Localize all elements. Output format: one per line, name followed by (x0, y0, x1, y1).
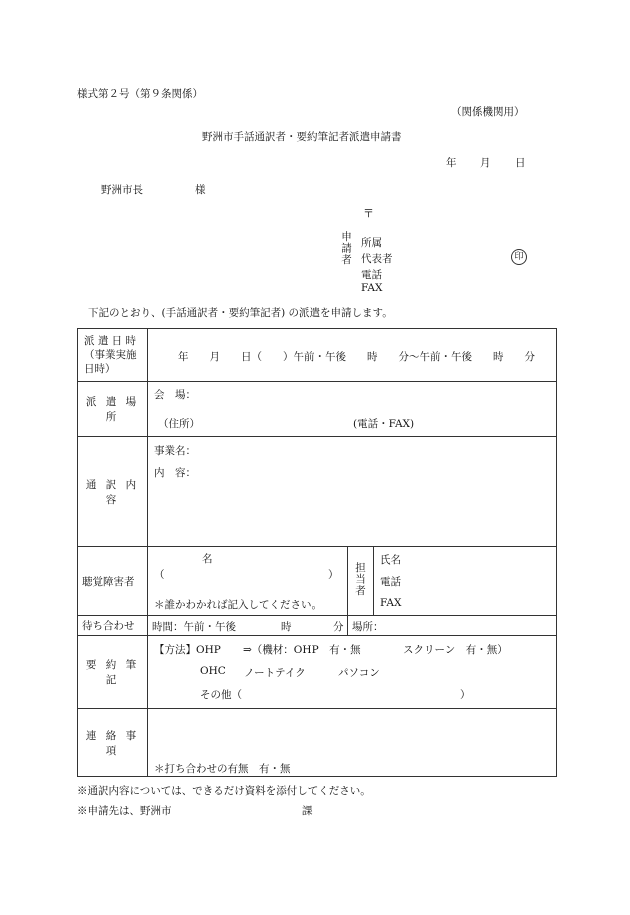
postal-mark: 〒 (363, 207, 374, 220)
method-ohp: 【方法】OHP (154, 644, 221, 656)
footnote-materials: ※通訳内容については、できるだけ資料を添付してください。 (77, 785, 371, 797)
hearing-impaired-label: 聴覚障害者 (78, 547, 148, 616)
meeting-time: 時間：午前・午後 (152, 621, 236, 633)
label-line: 日時） (84, 363, 116, 375)
meeting-minute: 分 (333, 621, 344, 633)
hearing-note: ＊誰かわかれば記入してください。 (154, 599, 322, 611)
applicant-field-affiliation[interactable]: 所属 (361, 237, 382, 249)
interpret-content-field[interactable] (148, 437, 557, 547)
date-month[interactable]: 月 (480, 157, 491, 169)
method-ohc: OHC (200, 665, 226, 677)
row-dispatch-place (78, 382, 557, 437)
equipment-screen: スクリーン 有・無） (403, 644, 508, 656)
dispatch-datetime-value: 年 月 日（ ）午前・午後 時 分〜午前・午後 時 分 (178, 351, 535, 363)
addressee: 野洲市長 (101, 184, 143, 196)
hearing-impaired-field[interactable] (148, 547, 348, 616)
usage-label: （関係機関用） (451, 106, 525, 118)
row-interpret-content (78, 437, 557, 547)
contact-matters-field[interactable] (148, 709, 557, 777)
count-suffix: 名 (202, 553, 213, 565)
contact-name: 氏名 (380, 554, 401, 566)
applicant-field-phone[interactable]: 電話 (361, 269, 382, 281)
phone-fax-label: (電話・FAX) (353, 418, 415, 430)
venue-label: 会 場： (154, 389, 196, 401)
seal-icon: 印 (511, 249, 527, 265)
date-year[interactable]: 年 (446, 157, 457, 169)
contact-person-label (348, 547, 374, 616)
contact-phone: 電話 (380, 576, 401, 588)
dispatch-place-label: 派 遣 場 所 (78, 382, 148, 437)
form-number: 様式第２号（第９条関係） (77, 88, 203, 100)
footnote-destination-suffix: 課 (302, 805, 313, 817)
method-notetake: ノートテイク (244, 667, 306, 679)
equipment-ohp: ⇒（機材：OHP 有・無 (243, 644, 361, 656)
event-name-label: 事業名： (154, 445, 196, 457)
dispatch-datetime-field[interactable] (148, 329, 557, 382)
method-other: その他（ (200, 689, 242, 701)
contact-label-text: 担当者 (354, 562, 366, 597)
contact-fax: FAX (380, 597, 402, 609)
row-summary-writing (78, 636, 557, 709)
contact-matters-label: 連 絡 事 項 (78, 709, 148, 777)
row-meeting (78, 616, 557, 636)
addressee-suffix: 様 (195, 184, 206, 196)
page-title: 野洲市手話通訳者・要約筆記者派遣申請書 (202, 131, 402, 143)
applicant-field-representative[interactable]: 代表者 (361, 253, 393, 265)
intro-text: 下記のとおり、(手話通訳者・要約筆記者) の派遣を申請します。 (88, 307, 393, 319)
footnote-destination: ※申請先は、野洲市 (77, 805, 172, 817)
meeting-place-field[interactable] (348, 616, 557, 636)
method-pc: パソコン (338, 667, 380, 679)
applicant-label: 申請者 (340, 231, 352, 266)
address-label: （住所） (158, 418, 200, 430)
label-line: 派 遣 日 時 (84, 335, 137, 347)
paren-close: ） (328, 569, 339, 581)
date-day[interactable]: 日 (515, 157, 526, 169)
summary-writing-label: 要 約 筆 記 (78, 636, 148, 709)
applicant-field-fax[interactable]: FAX (361, 282, 383, 294)
meeting-place: 場所： (352, 621, 384, 633)
meeting-hour: 時 (281, 621, 292, 633)
content-label: 内 容： (154, 467, 196, 479)
dispatch-place-field[interactable] (148, 382, 557, 437)
method-other-close: ） (460, 689, 471, 701)
row-hearing-impaired (78, 547, 557, 616)
label-line: （事業実施 (84, 349, 137, 361)
meeting-time-field[interactable] (148, 616, 348, 636)
meeting-label: 待ち合わせ (78, 616, 148, 636)
contact-person-field[interactable] (374, 547, 557, 616)
summary-writing-field[interactable] (148, 636, 557, 709)
paren-open: （ (154, 569, 165, 581)
interpret-content-label: 通 訳 内 容 (78, 437, 148, 547)
row-contact-matters (78, 709, 557, 777)
meeting-check: ＊打ち合わせの有無 有・無 (154, 763, 291, 775)
row-dispatch-datetime (78, 329, 557, 382)
dispatch-datetime-label (78, 329, 148, 382)
application-table (77, 328, 557, 777)
